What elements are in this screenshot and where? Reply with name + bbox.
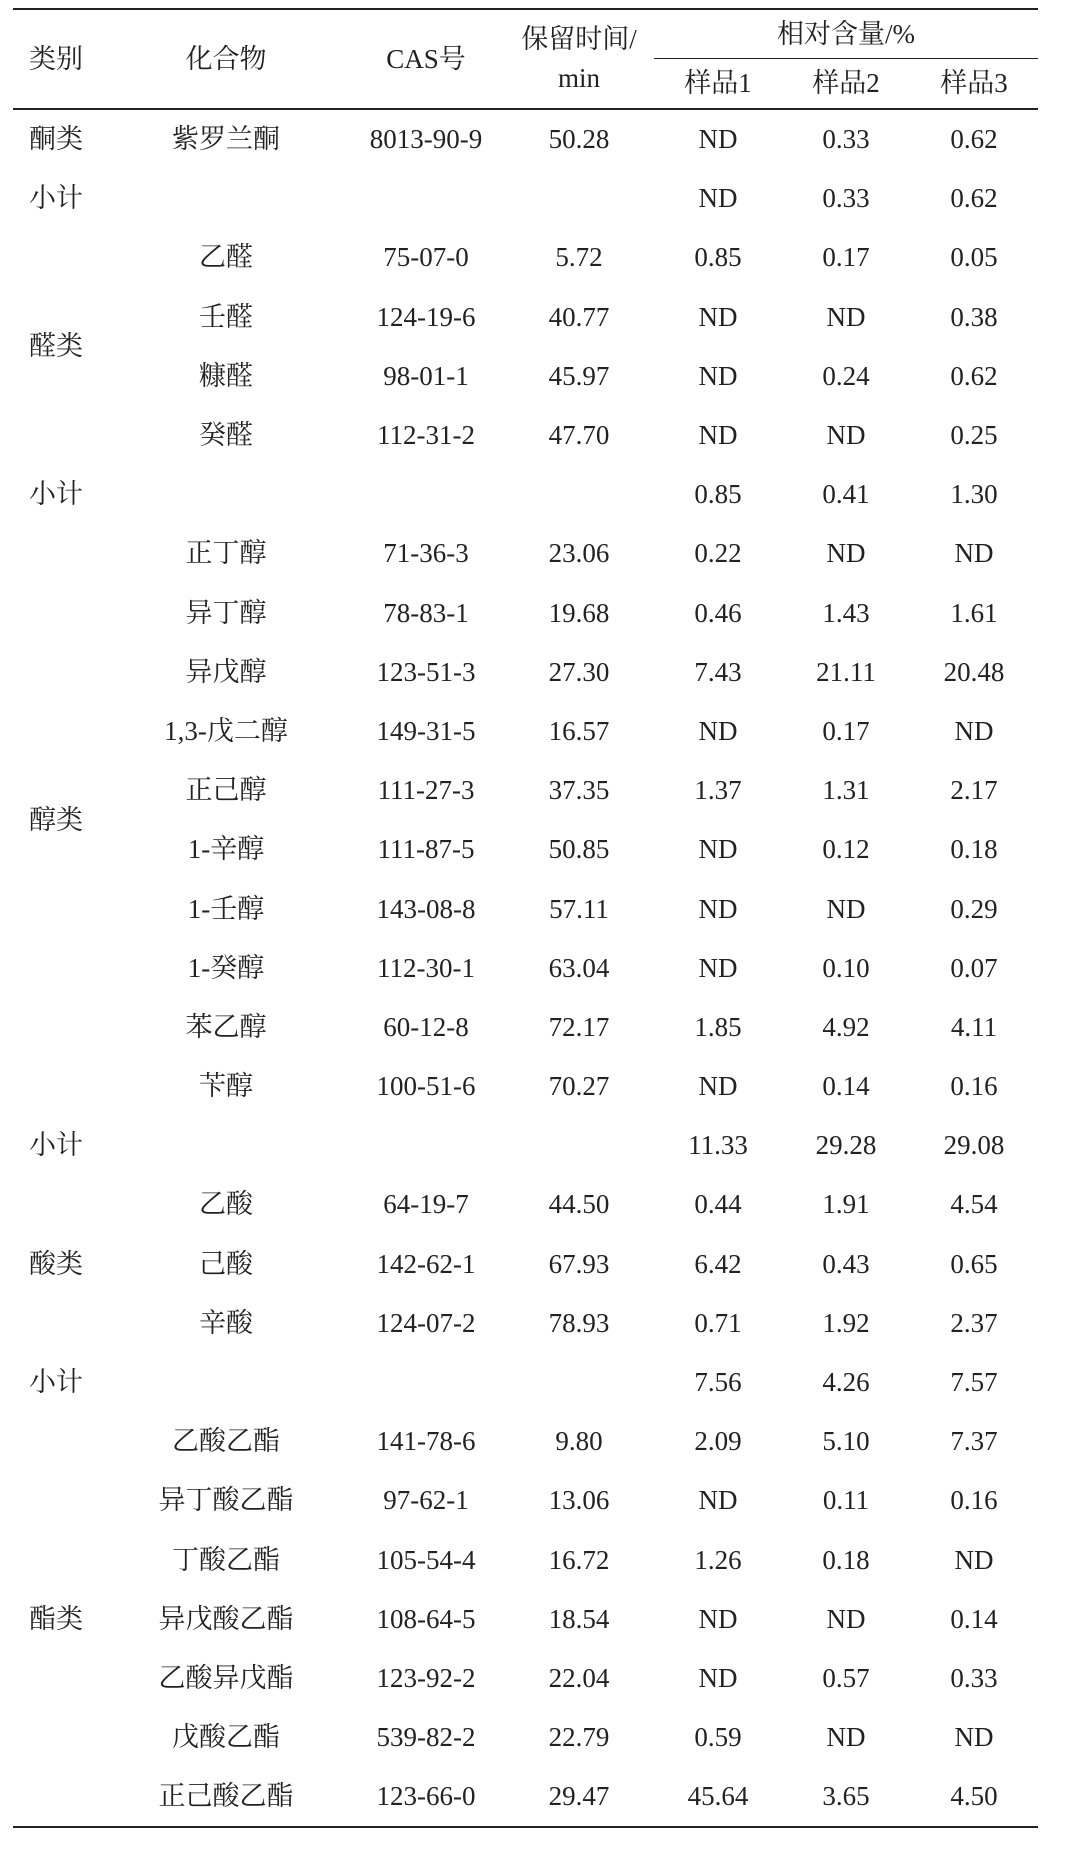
cas-cell: 108-64-5 <box>376 1603 476 1634</box>
cas-cell: 124-07-2 <box>376 1307 476 1338</box>
retention-time-cell: 5.72 <box>555 242 603 273</box>
retention-time-cell: 72.17 <box>548 1011 610 1042</box>
table-row <box>13 1294 1038 1353</box>
cas-cell: 149-31-5 <box>376 715 476 746</box>
cas-cell: 123-92-2 <box>376 1662 476 1693</box>
sample-2-cell: 0.14 <box>822 1071 870 1102</box>
sample-1-cell: ND <box>698 1662 738 1693</box>
compound-cell: 乙酸乙酯 <box>172 1426 280 1457</box>
compound-cell: 壬醛 <box>199 301 253 332</box>
compound-cell: 1-辛醇 <box>187 834 265 865</box>
table-row <box>13 1235 1038 1294</box>
table-row <box>13 1471 1038 1530</box>
compound-cell: 正丁醇 <box>185 538 267 569</box>
cas-cell: 97-62-1 <box>383 1485 469 1516</box>
sample-2-cell: 0.12 <box>822 834 870 865</box>
retention-time-cell: 78.93 <box>548 1307 610 1338</box>
retention-time-cell: 22.04 <box>548 1662 610 1693</box>
sample-1-cell: 45.64 <box>687 1781 749 1812</box>
cas-cell <box>348 1353 504 1412</box>
table-row <box>13 169 1038 228</box>
compound-cell: 正己酸乙酯 <box>158 1781 294 1812</box>
cas-cell: 78-83-1 <box>383 597 469 628</box>
cas-cell <box>348 465 504 524</box>
cas-cell: 105-54-4 <box>376 1544 476 1575</box>
retention-time-cell: 13.06 <box>548 1485 610 1516</box>
sample-2-cell: 1.31 <box>822 775 870 806</box>
cas-cell: 141-78-6 <box>376 1426 476 1457</box>
sample-2-cell: ND <box>826 893 866 924</box>
retention-time-cell: 9.80 <box>555 1426 603 1457</box>
retention-time-cell: 22.79 <box>548 1722 610 1753</box>
sample-1-cell: ND <box>698 301 738 332</box>
sample-3-cell: 20.48 <box>943 656 1005 687</box>
header-compound: 化合物 <box>185 43 267 74</box>
cas-cell: 100-51-6 <box>376 1071 476 1102</box>
sample-1-cell: 1.85 <box>694 1011 742 1042</box>
header-row-1 <box>13 9 1038 59</box>
cas-cell: 123-51-3 <box>376 656 476 687</box>
sample-1-cell: 0.71 <box>694 1307 742 1338</box>
retention-time-cell: 47.70 <box>548 420 610 451</box>
sample-1-cell: ND <box>698 1603 738 1634</box>
sample-3-cell: 1.61 <box>950 597 998 628</box>
sample-3-cell: 0.14 <box>950 1603 998 1634</box>
sample-1-cell: ND <box>698 183 738 214</box>
sample-2-cell: 5.10 <box>822 1426 870 1457</box>
sample-1-cell: 0.85 <box>694 479 742 510</box>
sample-3-cell: 0.07 <box>950 952 998 983</box>
sample-1-cell: 0.44 <box>694 1189 742 1220</box>
sample-2-cell: 21.11 <box>816 656 876 687</box>
sample-3-cell: 0.05 <box>950 242 998 273</box>
cas-cell: 112-30-1 <box>377 952 475 983</box>
sample-1-cell: 0.85 <box>694 242 742 273</box>
sample-3-cell: 0.38 <box>950 301 998 332</box>
sample-3-cell: 4.54 <box>950 1189 998 1220</box>
compound-cell: 正己醇 <box>185 775 267 806</box>
sample-2-cell: 29.28 <box>815 1130 877 1161</box>
sample-1-cell: 1.37 <box>694 775 742 806</box>
retention-time-cell: 44.50 <box>548 1189 610 1220</box>
compound-cell: 1,3-戊二醇 <box>164 715 288 746</box>
sample-1-cell: ND <box>698 124 738 155</box>
compound-cell <box>104 465 348 524</box>
table-row <box>13 939 1038 998</box>
sample-1-cell: ND <box>698 420 738 451</box>
table-row <box>13 584 1038 643</box>
category-cell: 醛类 <box>29 331 83 362</box>
sample-1-cell: 0.46 <box>694 597 742 628</box>
cas-cell: 75-07-0 <box>383 242 469 273</box>
header-sample-1: 样品1 <box>684 68 752 98</box>
retention-time-cell: 37.35 <box>548 775 610 806</box>
category-cell: 酮类 <box>29 124 83 155</box>
header-sample-2: 样品2 <box>812 68 880 98</box>
table-row <box>13 1175 1038 1234</box>
retention-time-cell: 16.57 <box>548 715 610 746</box>
compound-cell: 癸醛 <box>199 420 253 451</box>
cas-cell: 111-27-3 <box>377 775 475 806</box>
sample-1-cell: ND <box>698 360 738 391</box>
sample-3-cell: 0.18 <box>950 834 998 865</box>
sample-2-cell: 1.43 <box>822 597 870 628</box>
compound-cell: 1-壬醇 <box>187 893 265 924</box>
sample-2-cell: 1.91 <box>822 1189 870 1220</box>
sample-1-cell: ND <box>698 1485 738 1516</box>
retention-time-cell: 16.72 <box>548 1544 610 1575</box>
retention-time-cell: 50.28 <box>548 124 610 155</box>
retention-time-cell: 19.68 <box>548 597 610 628</box>
header-sample-3: 样品3 <box>940 68 1008 98</box>
category-cell: 酸类 <box>29 1248 83 1279</box>
sample-2-cell: 3.65 <box>822 1781 870 1812</box>
retention-time-cell: 29.47 <box>548 1781 610 1812</box>
table-row <box>13 879 1038 938</box>
sample-2-cell: 1.92 <box>822 1307 870 1338</box>
sample-2-cell: 0.41 <box>822 479 870 510</box>
header-relative-content: 相对含量/% <box>654 9 1038 59</box>
sample-2-cell: 0.33 <box>822 124 870 155</box>
table-row <box>13 643 1038 702</box>
compound-cell: 1-癸醇 <box>187 952 265 983</box>
compound-cell: 异戊酸乙酯 <box>158 1603 294 1634</box>
compound-cell: 戊酸乙酯 <box>172 1722 280 1753</box>
compound-cell: 己酸 <box>199 1248 253 1279</box>
sample-3-cell: 0.65 <box>950 1248 998 1279</box>
sample-3-cell: 7.37 <box>950 1426 998 1457</box>
sample-1-cell: 7.56 <box>694 1367 742 1398</box>
sample-2-cell: 0.18 <box>822 1544 870 1575</box>
compound-cell: 苯乙醇 <box>185 1011 267 1042</box>
cas-cell: 539-82-2 <box>376 1722 476 1753</box>
table-row <box>13 1590 1038 1649</box>
category-cell: 醇类 <box>29 804 83 835</box>
compound-cell <box>104 1353 348 1412</box>
sample-2-cell: ND <box>826 1722 866 1753</box>
sample-2-cell: 0.17 <box>822 715 870 746</box>
cas-cell: 123-66-0 <box>376 1781 476 1812</box>
sample-3-cell: 0.33 <box>950 1662 998 1693</box>
table-row <box>13 1353 1038 1412</box>
sample-3-cell: ND <box>954 715 994 746</box>
cas-cell <box>348 1116 504 1175</box>
sample-1-cell: 0.22 <box>694 538 742 569</box>
sample-3-cell: 0.62 <box>950 124 998 155</box>
table-row <box>13 820 1038 879</box>
table-body <box>13 109 1038 1827</box>
table-row <box>13 1057 1038 1116</box>
header-retention-time-line2: min <box>557 63 600 93</box>
compound-cell: 苄醇 <box>199 1071 253 1102</box>
retention-time-cell <box>504 1353 654 1412</box>
sample-2-cell: 0.24 <box>822 360 870 391</box>
sample-1-cell: ND <box>698 1071 738 1102</box>
cas-cell: 71-36-3 <box>383 538 469 569</box>
table-row <box>13 1767 1038 1827</box>
sample-1-cell: ND <box>698 893 738 924</box>
sample-3-cell: 7.57 <box>950 1367 998 1398</box>
sample-1-cell: ND <box>698 952 738 983</box>
category-cell: 小计 <box>29 479 83 510</box>
sample-2-cell: ND <box>826 1603 866 1634</box>
table-row <box>13 109 1038 169</box>
table-row <box>13 524 1038 583</box>
cas-cell: 98-01-1 <box>383 360 469 391</box>
table-header <box>13 9 1038 109</box>
compound-cell <box>104 1116 348 1175</box>
table-row <box>13 1531 1038 1590</box>
sample-2-cell: ND <box>826 420 866 451</box>
sample-3-cell: 2.17 <box>950 775 998 806</box>
header-category: 类别 <box>29 43 83 74</box>
compound-cell: 异丁醇 <box>185 597 267 628</box>
retention-time-cell: 70.27 <box>548 1071 610 1102</box>
cas-cell: 111-87-5 <box>377 834 475 865</box>
table-row <box>13 1649 1038 1708</box>
sample-2-cell: ND <box>826 538 866 569</box>
retention-time-cell: 40.77 <box>548 301 610 332</box>
sample-3-cell: 0.62 <box>950 183 998 214</box>
compound-cell: 异戊醇 <box>185 656 267 687</box>
retention-time-cell: 63.04 <box>548 952 610 983</box>
cas-cell: 64-19-7 <box>383 1189 469 1220</box>
table-row <box>13 1412 1038 1471</box>
sample-3-cell: 4.11 <box>950 1011 998 1042</box>
sample-2-cell: 0.43 <box>822 1248 870 1279</box>
cas-cell: 60-12-8 <box>383 1011 469 1042</box>
table-row <box>13 702 1038 761</box>
compound-cell <box>104 169 348 228</box>
category-cell: 小计 <box>29 183 83 214</box>
retention-time-cell: 18.54 <box>548 1603 610 1634</box>
sample-3-cell: 4.50 <box>950 1781 998 1812</box>
sample-1-cell: 11.33 <box>688 1130 748 1161</box>
sample-2-cell: 0.11 <box>822 1485 870 1516</box>
table-row <box>13 406 1038 465</box>
retention-time-cell <box>504 169 654 228</box>
sample-1-cell: 6.42 <box>694 1248 742 1279</box>
table-row <box>13 998 1038 1057</box>
table-row <box>13 347 1038 406</box>
category-cell: 酯类 <box>29 1603 83 1634</box>
category-cell: 小计 <box>29 1367 83 1398</box>
cas-cell: 142-62-1 <box>376 1248 476 1279</box>
sample-1-cell: 0.59 <box>694 1722 742 1753</box>
sample-3-cell: 0.16 <box>950 1071 998 1102</box>
sample-3-cell: ND <box>954 1544 994 1575</box>
sample-3-cell: 0.25 <box>950 420 998 451</box>
sample-3-cell: 2.37 <box>950 1307 998 1338</box>
retention-time-cell: 57.11 <box>549 893 609 924</box>
sample-3-cell: 0.16 <box>950 1485 998 1516</box>
category-cell: 小计 <box>29 1130 83 1161</box>
sample-2-cell: 0.10 <box>822 952 870 983</box>
sample-3-cell: ND <box>954 538 994 569</box>
sample-3-cell: 29.08 <box>943 1130 1005 1161</box>
sample-3-cell: 0.29 <box>950 893 998 924</box>
cas-cell: 124-19-6 <box>376 301 476 332</box>
sample-2-cell: ND <box>826 301 866 332</box>
sample-2-cell: 0.17 <box>822 242 870 273</box>
header-retention-time-line1: 保留时间/ <box>521 24 637 54</box>
compound-cell: 乙酸 <box>199 1189 253 1220</box>
cas-cell: 143-08-8 <box>376 893 476 924</box>
retention-time-cell: 23.06 <box>548 538 610 569</box>
table-row <box>13 288 1038 347</box>
sample-1-cell: ND <box>698 834 738 865</box>
retention-time-cell <box>504 1116 654 1175</box>
compound-cell: 异丁酸乙酯 <box>158 1485 294 1516</box>
compound-cell: 乙醛 <box>199 242 253 273</box>
cas-cell: 8013-90-9 <box>369 124 483 155</box>
compound-cell: 糠醛 <box>199 360 253 391</box>
sample-3-cell: 1.30 <box>950 479 998 510</box>
sample-3-cell: ND <box>954 1722 994 1753</box>
sample-2-cell: 4.26 <box>822 1367 870 1398</box>
retention-time-cell <box>504 465 654 524</box>
compound-cell: 辛酸 <box>199 1307 253 1338</box>
sample-2-cell: 0.57 <box>822 1662 870 1693</box>
compound-cell: 紫罗兰酮 <box>172 124 280 155</box>
sample-1-cell: ND <box>698 715 738 746</box>
header-cas: CAS号 <box>386 43 466 74</box>
sample-2-cell: 0.33 <box>822 183 870 214</box>
table-row <box>13 228 1038 287</box>
sample-3-cell: 0.62 <box>950 360 998 391</box>
compound-cell: 乙酸异戊酯 <box>158 1662 294 1693</box>
sample-2-cell: 4.92 <box>822 1011 870 1042</box>
retention-time-cell: 27.30 <box>548 656 610 687</box>
compound-cell: 丁酸乙酯 <box>172 1544 280 1575</box>
table-row <box>13 465 1038 524</box>
cas-cell: 112-31-2 <box>377 420 475 451</box>
table-row <box>13 1116 1038 1175</box>
compound-table <box>13 8 1038 1828</box>
cas-cell <box>348 169 504 228</box>
table-row <box>13 1708 1038 1767</box>
retention-time-cell: 50.85 <box>548 834 610 865</box>
table-row <box>13 761 1038 820</box>
retention-time-cell: 67.93 <box>548 1248 610 1279</box>
sample-1-cell: 7.43 <box>694 656 742 687</box>
header-retention-time <box>504 9 654 109</box>
retention-time-cell: 45.97 <box>548 360 610 391</box>
sample-1-cell: 2.09 <box>694 1426 742 1457</box>
sample-1-cell: 1.26 <box>694 1544 742 1575</box>
